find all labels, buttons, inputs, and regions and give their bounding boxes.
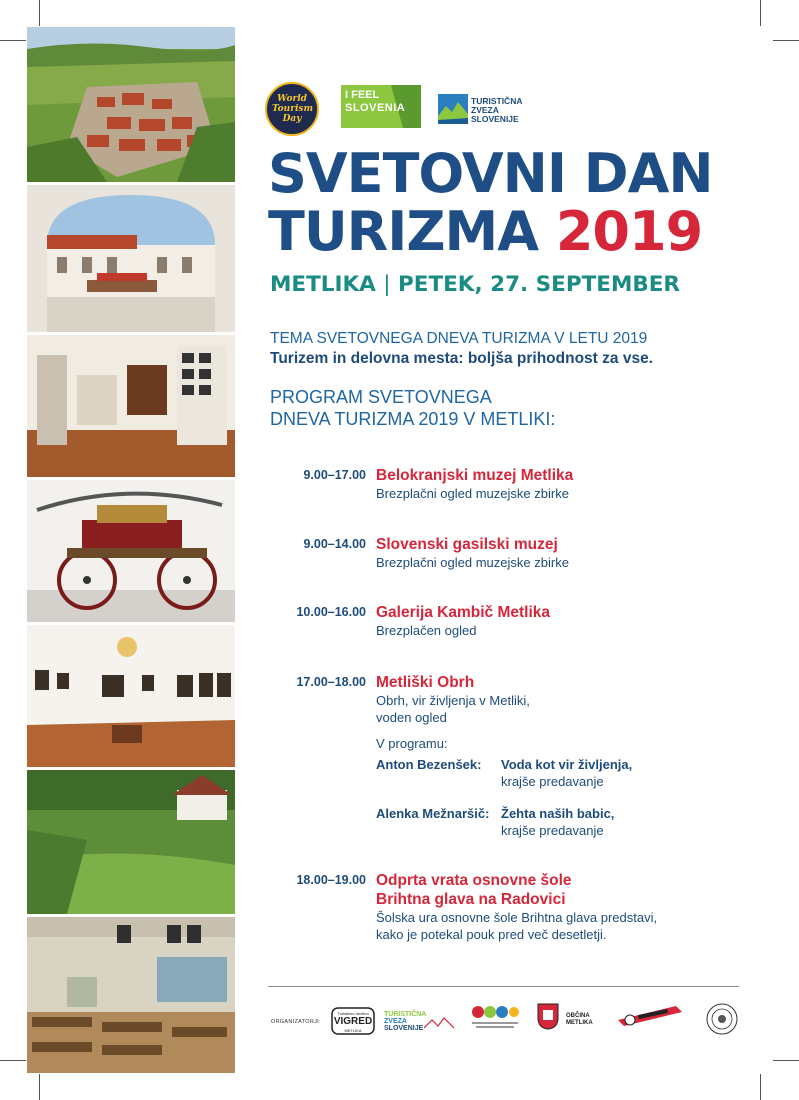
speaker-note: krajše predavanje <box>501 823 604 838</box>
i-feel-slovenia-logo <box>341 85 421 128</box>
speaker-note: krajše predavanje <box>501 774 604 789</box>
title-line-1: SVETOVNI DAN <box>268 142 713 205</box>
event-date: PETEK, 27. SEPTEMBER <box>398 272 680 297</box>
fire-museum-logo <box>616 1002 686 1040</box>
tzs-line-3: SLOVENIJE <box>471 114 519 124</box>
photo-river-garden <box>27 770 235 914</box>
theme-label: TEMA SVETOVNEGA DNEVA TURIZMA V LETU 2019 <box>270 330 648 347</box>
crop-mark <box>773 40 799 41</box>
program-description: voden ogled <box>376 710 447 725</box>
photo-classroom <box>27 917 235 1073</box>
photo-column <box>27 27 235 1073</box>
crop-mark <box>39 1074 40 1100</box>
program-time: 9.00–17.00 <box>303 468 366 482</box>
event-subtitle <box>270 272 680 297</box>
crop-mark <box>760 1074 761 1100</box>
divider <box>268 986 739 987</box>
title-year: 2019 <box>555 200 703 263</box>
vigred-logo: Turistično društvo VIGRED METLIKA <box>331 1002 375 1040</box>
turisticna-zveza-logo <box>438 94 558 126</box>
speaker-name: Anton Bezenšek: <box>376 757 482 772</box>
program-time: 18.00–19.00 <box>296 873 366 887</box>
page-title <box>268 142 713 263</box>
program-title-text: Belokranjski muzej Metlika <box>376 467 574 484</box>
tzs-line-2: ZVEZA <box>471 105 499 115</box>
program-description: Brezplačen ogled <box>376 623 477 638</box>
program-title: PROGRAM SVETOVNEGA DNEVA TURIZMA 2019 V METLIKI: <box>270 387 556 429</box>
program-title-text: Galerija Kambič Metlika <box>376 604 551 621</box>
photo-castle-courtyard <box>27 185 235 332</box>
crop-mark <box>760 0 761 26</box>
speaker-name: Alenka Mežnaršič: <box>376 806 490 821</box>
school-seal-logo <box>705 1002 739 1040</box>
theme-text: Turizem in delovna mesta: boljša prihodnost za vse. <box>270 350 653 367</box>
title-line-2: TURIZMA <box>268 200 539 263</box>
program-description: Šolska ura osnovne šole Brihtna glava predstavi, <box>376 910 658 925</box>
photo-museum-room <box>27 335 235 477</box>
program-title-text: Brihtna glava na Radovici <box>376 891 566 908</box>
program-title-text: Slovenski gasilski muzej <box>376 536 558 553</box>
program-title-text: Odprta vrata osnovne šole <box>376 872 572 889</box>
program-sub-label: V programu: <box>376 736 448 751</box>
program-title-text: Metliški Obrh <box>376 674 475 691</box>
tzs-organizer-logo: TURISTIČNA ZVEZA SLOVENIJE <box>384 1002 454 1040</box>
obcina-metlika-logo: OBČINA METLIKA <box>536 1002 606 1040</box>
crop-mark <box>0 1060 26 1061</box>
subtitle-separator: | <box>383 272 391 297</box>
organizers-label: ORGANIZATORJI: <box>271 1019 321 1025</box>
program-description: kako je potekal pouk pred več desetletji. <box>376 927 607 942</box>
program-description: Brezplačni ogled muzejske zbirke <box>376 555 569 570</box>
program-time: 10.00–16.00 <box>296 605 366 619</box>
ifeel-text: I FEEL <box>345 89 380 101</box>
photo-gallery <box>27 625 235 767</box>
crop-mark <box>0 40 26 41</box>
crop-mark <box>39 0 40 26</box>
slovenia-text: SLOVENIA <box>345 102 406 114</box>
photo-fire-wagon <box>27 480 235 622</box>
program-time: 9.00–14.00 <box>303 537 366 551</box>
association-logo <box>470 1002 520 1040</box>
theme-block <box>270 329 653 369</box>
photo-aerial-town <box>27 27 235 182</box>
program-description: Brezplačni ogled muzejske zbirke <box>376 486 569 501</box>
crop-mark <box>773 1060 799 1061</box>
world-tourism-day-logo: World Tourism Day <box>265 82 319 136</box>
tzs-line-1: TURISTIČNA <box>471 96 523 106</box>
speaker-topic: Voda kot vir življenja, <box>501 757 633 772</box>
program-time: 17.00–18.00 <box>296 675 366 689</box>
event-place: METLIKA <box>270 272 376 297</box>
program-description: Obrh, vir življenja v Metliki, <box>376 693 530 708</box>
speaker-topic: Žehta naših babic, <box>501 806 615 821</box>
